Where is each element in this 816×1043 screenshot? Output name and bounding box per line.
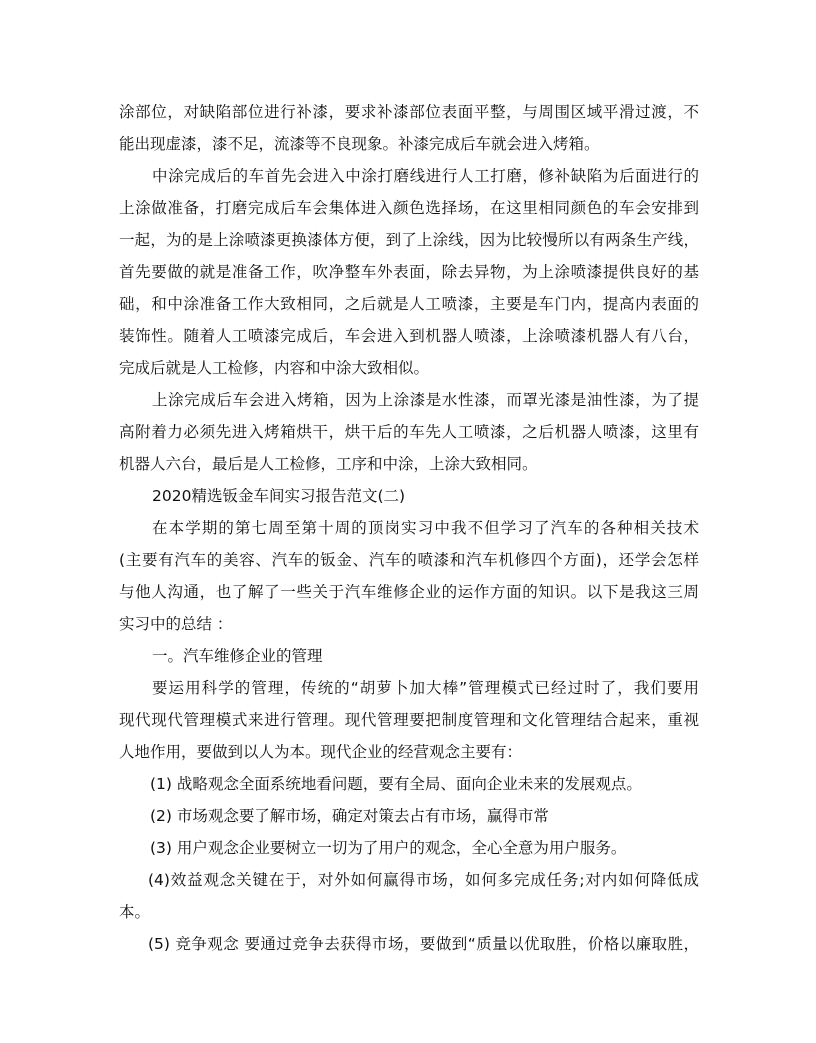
text-line: 能出现虚漆，漆不足，流漆等不良现象。补漆完成后车就会进入烤箱。 [119,135,600,153]
list-item: (5) 竞争观念 要通过竞争去获得市场，要做到“质量以优取胜，价格以廉取胜， [148,935,699,953]
text-line: (主要有汽车的美容、汽车的钣金、汽车的喷漆和汽车机修四个方面)，还学会怎样 [119,551,699,569]
text-line: 高附着力必须先进入烤箱烘干，烘干后的车先人工喷漆，之后机器人喷漆，这里有 [119,423,699,441]
text-line: 完成后就是人工检修，内容和中涂大致相似。 [119,359,430,377]
text-line: 现代现代管理模式来进行管理。现代管理要把制度管理和文化管理结合起来，重视 [119,711,699,729]
text-line: 本。 [119,903,151,921]
text-line: 实习中的总结 ： [119,615,233,633]
text-line: 中涂完成后的车首先会进入中涂打磨线进行人工打磨，修补缺陷为后面进行的 [152,167,699,185]
text-line: 一起，为的是上涂喷漆更换漆体方便，到了上涂线，因为比较慢所以有两条生产线， [119,231,699,249]
text-line: 础，和中涂准备工作大致相同，之后就是人工喷漆，主要是车门内，提高内表面的 [119,295,699,313]
text-line: 上涂做准备，打磨完成后车会集体进入颜色选择场，在这里相同颜色的车会安排到 [119,199,699,217]
text-line: 首先要做的就是准备工作，吹净整车外表面，除去异物，为上涂喷漆提供良好的基 [119,263,699,281]
document-body [119,96,699,960]
text-line: 要运用科学的管理，传统的“胡萝卜加大棒”管理模式已经过时了，我们要用 [152,679,699,697]
list-item: (3) 用户观念企业要树立一切为了用户的观念，全心全意为用户服务。 [150,839,627,857]
text-line: 上涂完成后车会进入烤箱，因为上涂漆是水性漆，而罩光漆是油性漆，为了提 [152,391,699,409]
list-item: (2) 市场观念要了解市场，确定对策去占有市场，赢得市常 [150,807,549,825]
subsection-heading: 一。汽车维修企业的管理 [152,647,323,665]
text-line: 机器人六台，最后是人工检修，工序和中涂，上涂大致相同。 [119,455,538,473]
text-line: 在本学期的第七周至第十周的顶岗实习中我不但学习了汽车的各种相关技术 [152,519,699,537]
text-line: 人地作用，要做到以人为本。现代企业的经营观念主要有： [119,743,523,761]
list-item: (1) 战略观念全面系统地看问题，要有全局、面向企业未来的发展观点。 [150,775,642,793]
section-heading: 2020精选钣金车间实习报告范文(二) [152,487,406,505]
text-line: 装饰性。随着人工喷漆完成后，车会进入到机器人喷漆，上涂喷漆机器人有八台， [119,327,699,345]
text-line: 与他人沟通，也了解了一些关于汽车维修企业的运作方面的知识。以下是我这三周 [119,583,699,601]
list-item: (4)效益观念关键在于，对外如何赢得市场，如何多完成任务;对内如何降低成 [148,871,699,889]
text-line: 涂部位，对缺陷部位进行补漆，要求补漆部位表面平整，与周围区域平滑过渡，不 [119,103,699,121]
